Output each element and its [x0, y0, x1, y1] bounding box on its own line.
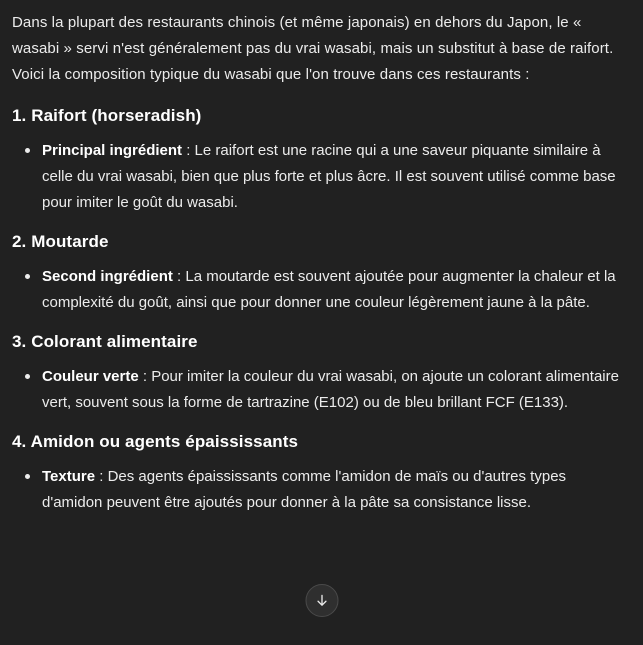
- list-item-term: Second ingrédient: [42, 268, 173, 285]
- list-item-text: : La moutarde est souvent ajoutée pour augmenter la chaleur et la complexité du goût, ainsi que pour donner une couleur légèrement jaune à la pâte.: [42, 268, 616, 311]
- section-heading: 1. Raifort (horseradish): [12, 106, 202, 125]
- list-item-term: Texture: [42, 468, 96, 485]
- section-bullet-list: [12, 264, 629, 316]
- list-item-term: Principal ingrédient: [42, 142, 183, 159]
- section-raifort: [12, 104, 629, 216]
- bullet-dot-icon: [25, 274, 30, 279]
- section-moutarde: [12, 230, 629, 316]
- list-item: [12, 464, 629, 516]
- section-heading: 4. Amidon ou agents épaississants: [12, 432, 299, 451]
- section-bullet-list: [12, 364, 629, 416]
- bullet-dot-icon: [25, 474, 30, 479]
- scroll-to-bottom-button[interactable]: [305, 584, 338, 617]
- list-item-text: : Pour imiter la couleur du vrai wasabi, on ajoute un colorant alimentaire vert, souvent sous la forme de tartrazine (E102) ou de bleu brillant FCF (E133).: [42, 368, 619, 411]
- section-bullet-list: [12, 138, 629, 216]
- list-item: [12, 364, 629, 416]
- list-item-term: Couleur verte: [42, 368, 139, 385]
- bullet-dot-icon: [25, 374, 30, 379]
- list-item: [12, 138, 629, 216]
- list-item-text: : Des agents épaississants comme l'amidon de maïs ou d'autres types d'amidon peuvent être ajoutés pour donner à la pâte sa consistance lisse.: [42, 468, 567, 511]
- bullet-dot-icon: [25, 148, 30, 153]
- section-amidon: [12, 430, 629, 516]
- arrow-down-icon: [314, 593, 329, 608]
- section-bullet-list: [12, 464, 629, 516]
- section-colorant: [12, 330, 629, 416]
- section-heading: 3. Colorant alimentaire: [12, 332, 198, 351]
- list-item-text: : Le raifort est une racine qui a une saveur piquante similaire à celle du vrai wasabi, bien que plus forte et plus âcre. Il est souvent utilisé comme base pour imiter le goût du wasabi.: [42, 142, 616, 211]
- section-heading: 2. Moutarde: [12, 232, 109, 251]
- list-item: [12, 264, 629, 316]
- intro-paragraph: Dans la plupart des restaurants chinois (et même japonais) en dehors du Japon, le « wasabi » servi n'est généralement pas du vrai wasabi, mais un substitut à base de raifort. Voici la composition typique du wasabi que l'on trouve dans ces restaurants :: [12, 14, 614, 83]
